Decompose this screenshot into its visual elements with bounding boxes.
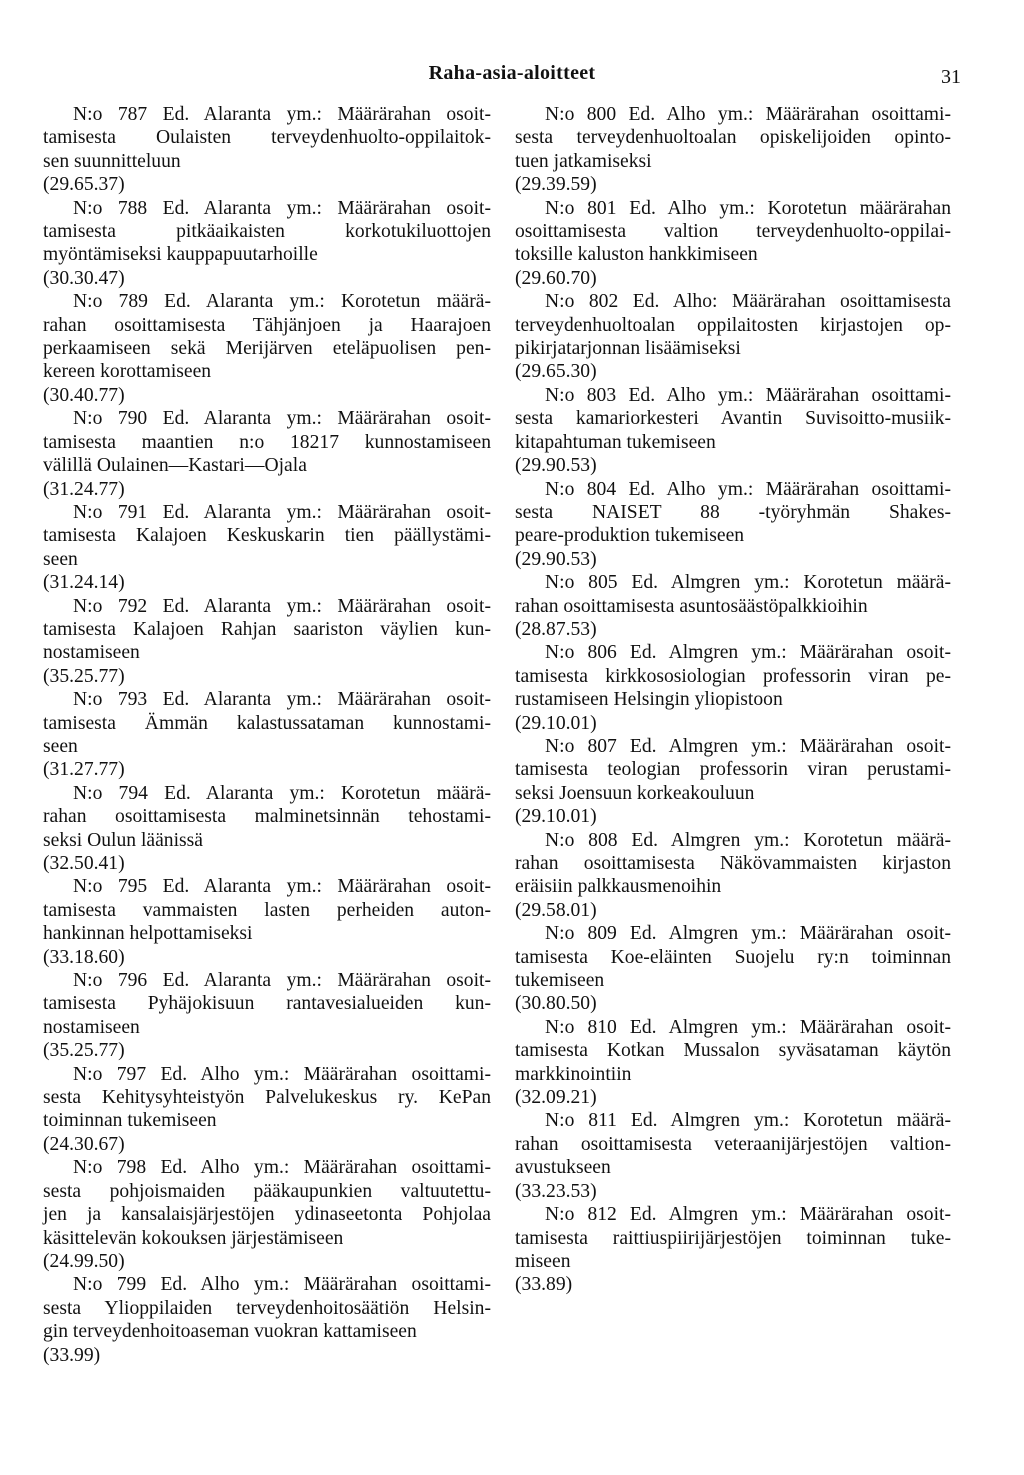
aloite-entry (43, 875, 491, 969)
aloite-entry (43, 1273, 491, 1367)
aloite-entry (43, 103, 491, 197)
entry-text-line: osoittamisesta valtion terveydenhuolto-oppilai- (515, 221, 951, 243)
entry-text-line: peare-produktion tukemiseen (515, 525, 745, 547)
entry-heading-line: N:o 793 Ed. Alaranta ym.: Määrärahan osoit- (73, 689, 491, 711)
aloite-entry (43, 290, 491, 407)
budget-reference: (33.18.60) (43, 946, 125, 968)
budget-reference: (29.65.37) (43, 174, 125, 196)
entry-text-line: perkaamiseen sekä Merijärven eteläpuolisen pen- (43, 338, 491, 360)
entry-text-line: tamisesta kirkkososiologian professorin viran pe- (515, 665, 951, 687)
budget-reference: (31.24.77) (43, 478, 125, 500)
aloite-entry (43, 782, 491, 876)
entry-text-line: markkinointiin (515, 1063, 632, 1085)
aloite-entry (43, 501, 491, 595)
budget-reference: (30.30.47) (43, 267, 125, 289)
entry-heading-line: N:o 798 Ed. Alho ym.: Määrärahan osoittami- (73, 1157, 491, 1179)
aloite-entry (515, 384, 951, 478)
entry-text-line: gin terveydenhoitoaseman vuokran kattamiseen (43, 1321, 417, 1343)
running-title: Raha-asia-aloitteet (428, 62, 596, 84)
entry-heading-line: N:o 790 Ed. Alaranta ym.: Määrärahan osoit- (73, 408, 491, 430)
budget-reference: (29.90.53) (515, 455, 597, 477)
entry-text-line: tamisesta Ämmän kalastussataman kunnostami- (43, 712, 491, 734)
entry-text-line: avustukseen (515, 1157, 611, 1179)
entry-text-line: välillä Oulainen—Kastari—Ojala (43, 455, 307, 477)
entry-heading-line: N:o 810 Ed. Almgren ym.: Määrärahan osoit- (545, 1016, 951, 1038)
entry-heading-line: N:o 795 Ed. Alaranta ym.: Määrärahan osoit- (73, 876, 491, 898)
entry-text-line: jen ja kansalaisjärjestöjen ydinaseetonta Pohjolaa (43, 1204, 491, 1226)
entry-text-line: toiminnan tukemiseen (43, 1110, 217, 1132)
aloite-entry (515, 735, 951, 829)
aloite-entry (515, 641, 951, 735)
entry-heading-line: N:o 812 Ed. Almgren ym.: Määrärahan osoit- (545, 1204, 951, 1226)
entry-text-line: sesta terveydenhuoltoalan opiskelijoiden opinto- (515, 127, 951, 149)
entry-text-line: seksi Oulun läänissä (43, 829, 203, 851)
entry-text-line: sesta NAISET 88 -työryhmän Shakes- (515, 501, 951, 523)
entry-text-line: kitapahtuman tukemiseen (515, 431, 716, 453)
budget-reference: (29.90.53) (515, 548, 597, 570)
entry-heading-line: N:o 796 Ed. Alaranta ym.: Määrärahan osoit- (73, 970, 491, 992)
entry-heading-line: N:o 806 Ed. Almgren ym.: Määrärahan osoit- (545, 642, 951, 664)
entry-text-line: rahan osoittamisesta Tähjänjoen ja Haarajoen (43, 314, 491, 336)
entry-text-line: terveydenhuoltoalan oppilaitosten kirjastojen op- (515, 314, 951, 336)
budget-reference: (32.50.41) (43, 853, 125, 874)
entry-text-line: tamisesta pitkäaikaisten korkotukiluottojen (43, 221, 491, 243)
entry-text-line: tamisesta Oulaisten terveydenhuolto-oppilaitok- (43, 127, 491, 149)
budget-reference: (28.87.53) (515, 618, 597, 640)
aloite-entry (43, 1063, 491, 1157)
budget-reference: (30.80.50) (515, 993, 597, 1015)
entry-heading-line: N:o 802 Ed. Alho: Määrärahan osoittamisesta (545, 291, 951, 313)
entry-text-line: sesta pohjoismaiden pääkaupunkien valtuutettu- (43, 1180, 491, 1202)
aloite-entry (43, 969, 491, 1063)
entry-text-line: hankinnan helpottamiseksi (43, 923, 253, 945)
entry-text-line: rahan osoittamisesta Näkövammaisten kirjaston (515, 853, 951, 874)
entry-text-line: seksi Joensuun korkeakouluun (515, 782, 755, 804)
budget-reference: (33.23.53) (515, 1180, 597, 1202)
aloite-entry (43, 1156, 491, 1273)
entry-text-line: käsittelevän kokouksen järjestämiseen (43, 1227, 344, 1249)
aloite-entry (515, 103, 951, 197)
entry-text-line: tamisesta Pyhäjokisuun rantavesialueiden kun- (43, 993, 491, 1015)
entry-heading-line: N:o 797 Ed. Alho ym.: Määrärahan osoittami- (73, 1063, 491, 1085)
budget-reference: (29.58.01) (515, 899, 597, 921)
budget-reference: (35.25.77) (43, 665, 125, 687)
entry-text-line: sesta Ylioppilaiden terveydenhoitosäätiön Helsin- (43, 1297, 491, 1319)
entry-heading-line: N:o 789 Ed. Alaranta ym.: Korotetun määrä- (73, 291, 491, 313)
budget-reference: (29.60.70) (515, 267, 597, 289)
entry-text-line: rahan osoittamisesta asuntosäästöpalkkioihin (515, 595, 868, 617)
aloite-entry (515, 1016, 951, 1110)
aloite-entry (515, 1203, 951, 1297)
entry-text-line: rahan osoittamisesta veteraanijärjestöjen valtion- (515, 1133, 951, 1155)
entry-text-line: tamisesta raittiuspiirijärjestöjen toiminnan tuke- (515, 1227, 951, 1249)
entry-heading-line: N:o 808 Ed. Almgren ym.: Korotetun määrä- (545, 829, 951, 851)
entry-text-line: sesta Kehitysyhteistyön Palvelukeskus ry. KePan (43, 1087, 491, 1109)
budget-reference: (30.40.77) (43, 384, 125, 406)
entry-text-line: nostamiseen (43, 642, 140, 664)
entry-text-line: eräisiin palkkausmenoihin (515, 876, 722, 898)
entry-text-line: toksille kaluston hankkimiseen (515, 244, 758, 266)
entry-heading-line: N:o 809 Ed. Almgren ym.: Määrärahan osoit- (545, 923, 951, 945)
entry-heading-line: N:o 788 Ed. Alaranta ym.: Määrärahan osoit- (73, 197, 491, 219)
budget-reference: (24.30.67) (43, 1133, 125, 1155)
entry-heading-line: N:o 803 Ed. Alho ym.: Määrärahan osoittami- (545, 384, 951, 406)
entry-text-line: pikirjatarjonnan lisäämiseksi (515, 338, 741, 360)
budget-reference: (29.39.59) (515, 174, 597, 196)
entry-heading-line: N:o 811 Ed. Almgren ym.: Korotetun määrä- (545, 1110, 951, 1132)
entry-text-line: tamisesta Kotkan Mussalon syväsataman käytön (515, 1040, 951, 1062)
budget-reference: (29.65.30) (515, 361, 597, 383)
entry-heading-line: N:o 800 Ed. Alho ym.: Määrärahan osoittami- (545, 104, 951, 125)
budget-reference: (31.27.77) (43, 759, 125, 781)
aloite-entry (515, 922, 951, 1016)
aloite-entry (43, 197, 491, 291)
left-column (43, 103, 491, 1367)
entry-heading-line: N:o 807 Ed. Almgren ym.: Määrärahan osoit- (545, 735, 951, 757)
budget-reference: (31.24.14) (43, 572, 125, 594)
entry-text-line: seen (43, 548, 78, 570)
budget-reference: (32.09.21) (515, 1087, 597, 1109)
right-column (515, 103, 951, 1297)
entry-heading-line: N:o 801 Ed. Alho ym.: Korotetun määrärahan (545, 197, 951, 219)
entry-text-line: kereen korottamiseen (43, 361, 212, 383)
entry-text-line: rustamiseen Helsingin yliopistoon (515, 689, 783, 711)
entry-text-line: tamisesta Kalajoen Rahjan saariston väylien kun- (43, 618, 491, 640)
entry-text-line: tamisesta vammaisten lasten perheiden auton- (43, 899, 491, 921)
entry-text-line: tamisesta Koe-eläinten Suojelu ry:n toiminnan (515, 946, 951, 968)
entry-heading-line: N:o 794 Ed. Alaranta ym.: Korotetun määrä- (73, 782, 491, 804)
budget-reference: (33.99) (43, 1344, 101, 1366)
aloite-entry (515, 1109, 951, 1203)
page-number: 31 (941, 66, 961, 88)
aloite-entry (43, 595, 491, 689)
entry-text-line: rahan osoittamisesta malminetsinnän tehostami- (43, 806, 491, 828)
entry-heading-line: N:o 799 Ed. Alho ym.: Määrärahan osoittami- (73, 1274, 491, 1296)
aloite-entry (515, 478, 951, 572)
aloite-entry (515, 290, 951, 384)
budget-reference: (29.10.01) (515, 806, 597, 828)
entry-text-line: tuen jatkamiseksi (515, 150, 652, 172)
entry-text-line: tukemiseen (515, 970, 605, 992)
budget-reference: (29.10.01) (515, 712, 597, 734)
aloite-entry (43, 688, 491, 782)
budget-reference: (33.89) (515, 1274, 573, 1296)
aloite-entry (515, 571, 951, 641)
aloite-entry (515, 829, 951, 923)
budget-reference: (24.99.50) (43, 1250, 125, 1272)
entry-text-line: sen suunnitteluun (43, 150, 181, 172)
entry-heading-line: N:o 787 Ed. Alaranta ym.: Määrärahan osoit- (73, 104, 491, 125)
entry-text-line: miseen (515, 1250, 571, 1272)
entry-text-line: sesta kamariorkesteri Avantin Suvisoitto-musiik- (515, 408, 951, 430)
entry-text-line: tamisesta teologian professorin viran perustami- (515, 759, 951, 781)
entry-text-line: myöntämiseksi kauppapuutarhoille (43, 244, 318, 266)
entry-text-line: tamisesta maantien n:o 18217 kunnostamiseen (43, 431, 491, 453)
aloite-entry (515, 197, 951, 291)
entry-heading-line: N:o 805 Ed. Almgren ym.: Korotetun määrä- (545, 572, 951, 594)
entry-heading-line: N:o 804 Ed. Alho ym.: Määrärahan osoittami- (545, 478, 951, 500)
entry-text-line: seen (43, 735, 78, 757)
entry-heading-line: N:o 791 Ed. Alaranta ym.: Määrärahan osoit- (73, 501, 491, 523)
entry-text-line: nostamiseen (43, 1016, 140, 1038)
budget-reference: (35.25.77) (43, 1040, 125, 1062)
entry-text-line: tamisesta Kalajoen Keskuskarin tien päällystämi- (43, 525, 491, 547)
aloite-entry (43, 407, 491, 501)
entry-heading-line: N:o 792 Ed. Alaranta ym.: Määrärahan osoit- (73, 595, 491, 617)
